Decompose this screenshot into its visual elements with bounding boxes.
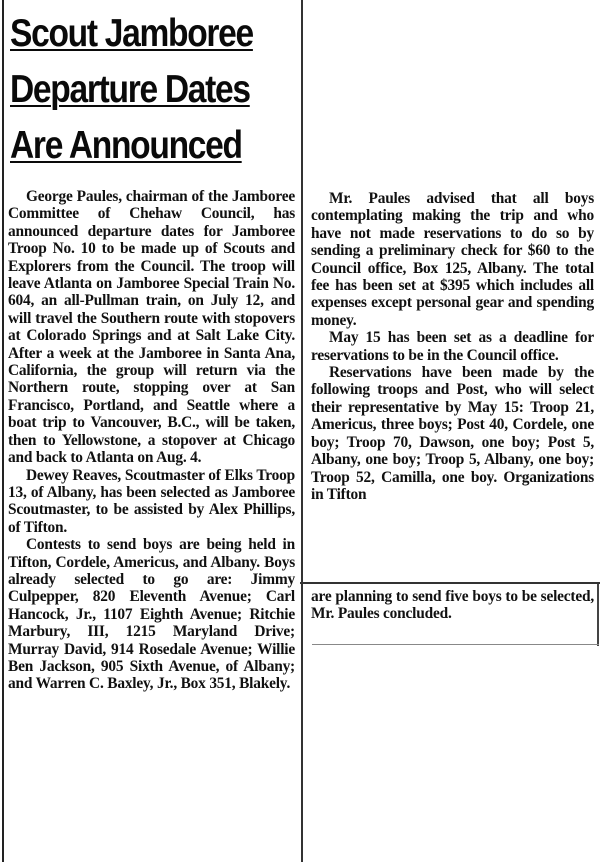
- continuation-bottom-rule: [312, 644, 599, 645]
- continuation-right-rule: [597, 584, 599, 646]
- headline: [10, 6, 258, 174]
- paragraph-departure: George Paules, chairman of the Jamboree Committee of Chehaw Council, has announced departure dates for Jamboree Troop No. 10 to be made up of Scouts and Explorers from the Council. The troop will leave Atlanta on Jamboree Special Train No. 604, an all-Pullman train, on July 12, and will travel the Southern route with stopovers at Colorado Springs and at Salt Lake City. After a week at the Jamboree in Santa Ana, California, the group will return via the Northern route, stopping over at San Francisco, Portland, and Seattle where a boat trip to Vancouver, B.C., will be taken, then to Yellowstone, a stopover at Chicago and back to Atlanta on Aug. 4.: [8, 188, 295, 467]
- article-column-1: [8, 188, 295, 693]
- paragraph-deadline: May 15 has been set as a deadline for reservations to be in the Council office.: [311, 329, 594, 364]
- article-column-2: [311, 190, 594, 503]
- article-column-2-continuation: [311, 588, 594, 623]
- paragraph-troops: Reservations have been made by the following troops and Post, who will select their representative by May 15: Troop 21, Americus, three boys; Post 40, Cordele, one boy; Troop 70, Dawson, one boy; Post 5, Albany, one boy; Troop 5, Albany, one boy; Troop 52, Camilla, one boy. Organizations in Tifton: [311, 364, 594, 503]
- headline-line-2: Departure Dates: [10, 68, 250, 111]
- headline-line-3: Are Announced: [10, 124, 242, 167]
- paragraph-conclusion: are planning to send five boys to be selected, Mr. Paules concluded.: [311, 588, 594, 623]
- column-2-divider: [300, 582, 600, 584]
- paragraph-scoutmaster: Dewey Reaves, Scoutmaster of Elks Troop 13, of Albany, has been selected as Jamboree Scoutmaster, to be assisted by Alex Phillips, of Tifton.: [8, 466, 295, 536]
- paragraph-reservations-advice: Mr. Paules advised that all boys contemplating making the trip and who have not made reservations to do so by sending a preliminary check for $60 to the Council office, Box 125, Albany. The total fee has been set at $395 which includes all expenses except personal gear and spending money.: [311, 190, 594, 329]
- paragraph-contests: Contests to send boys are being held in Tifton, Cordele, Americus, and Albany. Boys already selected to go are: Jimmy Culpepper, 820 Eleventh Avenue; Carl Hancock, Jr., 1107 Eighth Avenue; Ritchie Marbury, III, 1215 Maryland Drive; Murray David, 914 Rosedale Avenue; Willie Ben Jackson, 905 Sixth Avenue, of Albany; and Warren C. Baxley, Jr., Box 351, Blakely.: [8, 536, 295, 693]
- left-column-rule: [2, 0, 4, 862]
- center-column-rule: [301, 0, 303, 862]
- headline-line-1: Scout Jamboree: [10, 12, 253, 55]
